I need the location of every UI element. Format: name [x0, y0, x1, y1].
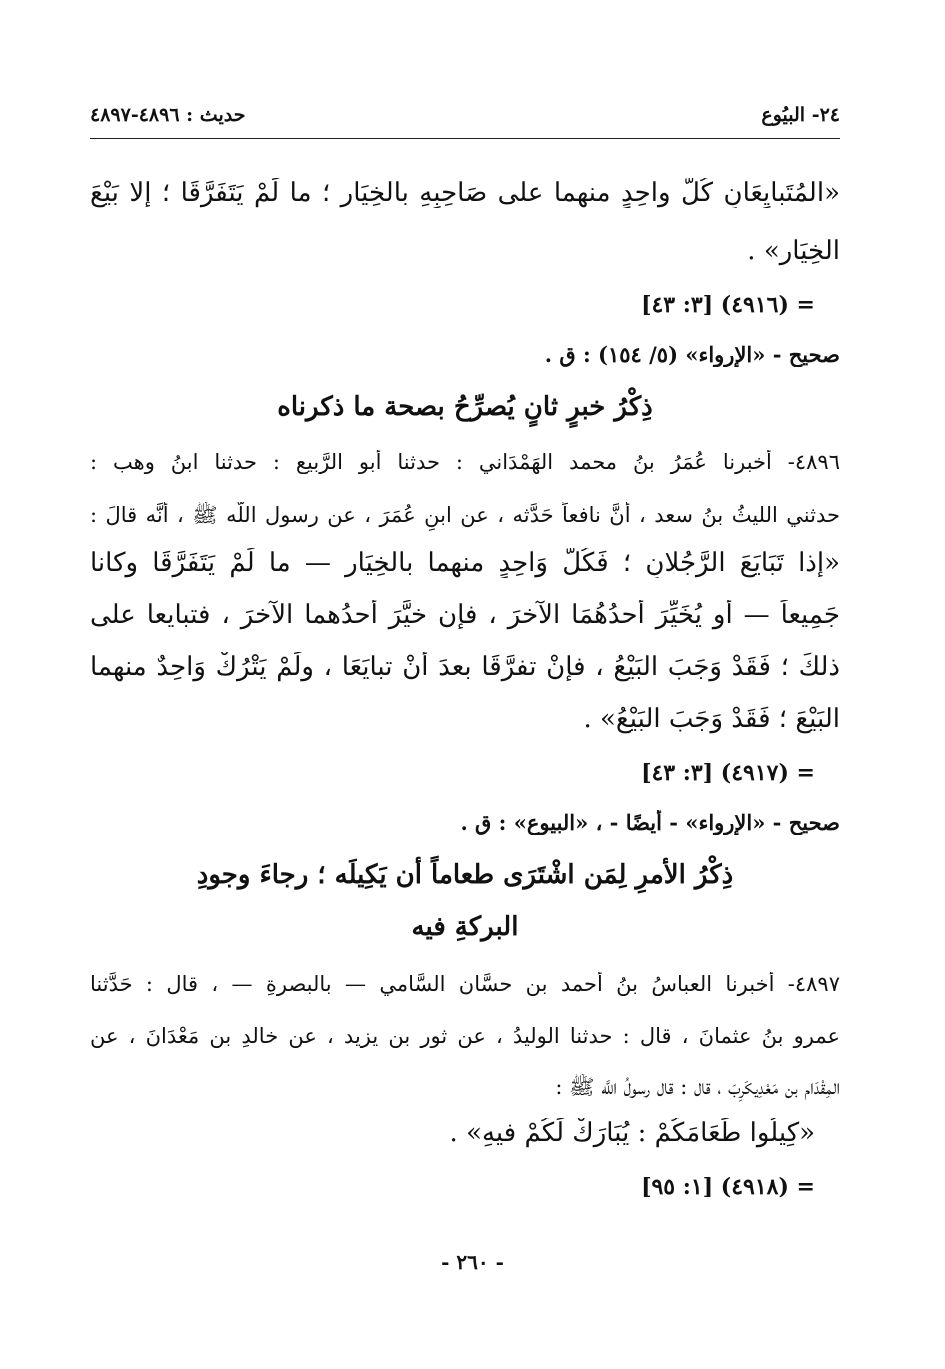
- isnad-line: حدثني الليثُ بنُ سعد ، أنَّ نافعاً حَدَّثه ، عن ابنِ عُمَرَ ، عن رسول اللَّه ﷺ ، أنَّه قالَ :: [90, 503, 840, 527]
- hadith-reference: = (٤٩١٦) [٣: ٤٣]: [641, 292, 815, 318]
- hadith-grade: صحيح - «الإرواء» (٥/ ١٥٤) : ق .: [544, 342, 840, 367]
- section-heading: ذِكْرُ خبرٍ ثانٍ يُصرِّحُ بصحة ما ذكرناه: [277, 392, 653, 422]
- isnad-line: المِقْدَام بن مَعْدِيكَرِبَ ، قال : قال رسولُ اللَّه ﷺ :: [555, 1075, 840, 1099]
- isnad-line: عمرو بنُ عثمانَ ، قال : حدثنا الوليدُ ، عن ثور بنِ يزيد ، عن خالدِ بنِ مَعْدَانَ ، عن: [90, 1024, 840, 1048]
- section-heading: البركةِ فيه: [411, 912, 519, 942]
- hadith-text-line: جَمِيعاً — أو يُخَيِّرَ أحدُهُمَا الآخرَ ، فإن خيَّرَ أحدُهما الآخرَ ، فتبايعا على: [90, 600, 840, 630]
- isnad-line: ٤٨٩٦- أخبرنا عُمَرُ بنُ محمد الهَمْدَاني : حدثنا أبو الرَّبيع : حدثنا ابنُ وهب :: [90, 450, 840, 474]
- chapter-title: ٢٤- البيُوع: [761, 104, 840, 126]
- section-heading: ذِكْرُ الأمرِ لِمَن اشْتَرَى طعاماً أن يَكِيلَه ؛ رجاءَ وجودِ: [196, 860, 734, 890]
- page-number: - ٢٦٠ -: [441, 1250, 504, 1274]
- hadith-reference: = (٤٩١٨) [١: ٩٥]: [641, 1174, 815, 1200]
- running-header: [90, 100, 840, 139]
- hadith-text-line: الخِيَارِ» .: [747, 236, 840, 266]
- hadith-text-line: ذلكَ ؛ فَقَدْ وَجَبَ البَيْعُ ، فإنْ تفرَّقَا بعدَ أنْ تبايَعَا ، ولَمْ يَتْرُكْ وَاحِدٌ منهما: [90, 652, 840, 682]
- hadith-text-line: «المُتَبايِعَانِ كُلُّ واحِدٍ منهما على صَاحِبِهِ بالخِيَارِ ؛ ما لَمْ يَتَفَرَّقَا ؛ إلا بَيْعَ: [90, 178, 840, 208]
- hadith-grade: صحيح - «الإرواء» - أيضًا - ، «البيوع» : ق .: [460, 810, 840, 835]
- hadith-text-line: «كِيلُوا طَعَامَكُمْ : يُبَارَكْ لَكُمْ فيهِ» .: [449, 1118, 815, 1148]
- isnad-line: ٤٨٩٧- أخبرنا العباسُ بنُ أحمد بنِ حسَّان السَّامي — بالبصرةِ — ، قال : حَدَّثنا: [90, 972, 840, 996]
- hadith-text-line: «إذا تَبَايَعَ الرَّجُلانِ ؛ فَكُلُّ وَاحِدٍ منهما بالخِيَارِ — ما لَمْ يَتَفَرَّقَا وكانا: [90, 548, 840, 578]
- hadith-text-line: البَيْعَ ؛ فَقَدْ وَجَبَ البَيْعُ» .: [583, 704, 840, 734]
- hadith-reference: = (٤٩١٧) [٣: ٤٣]: [641, 760, 815, 786]
- hadith-range: حديث : ٤٨٩٦-٤٨٩٧: [90, 104, 246, 126]
